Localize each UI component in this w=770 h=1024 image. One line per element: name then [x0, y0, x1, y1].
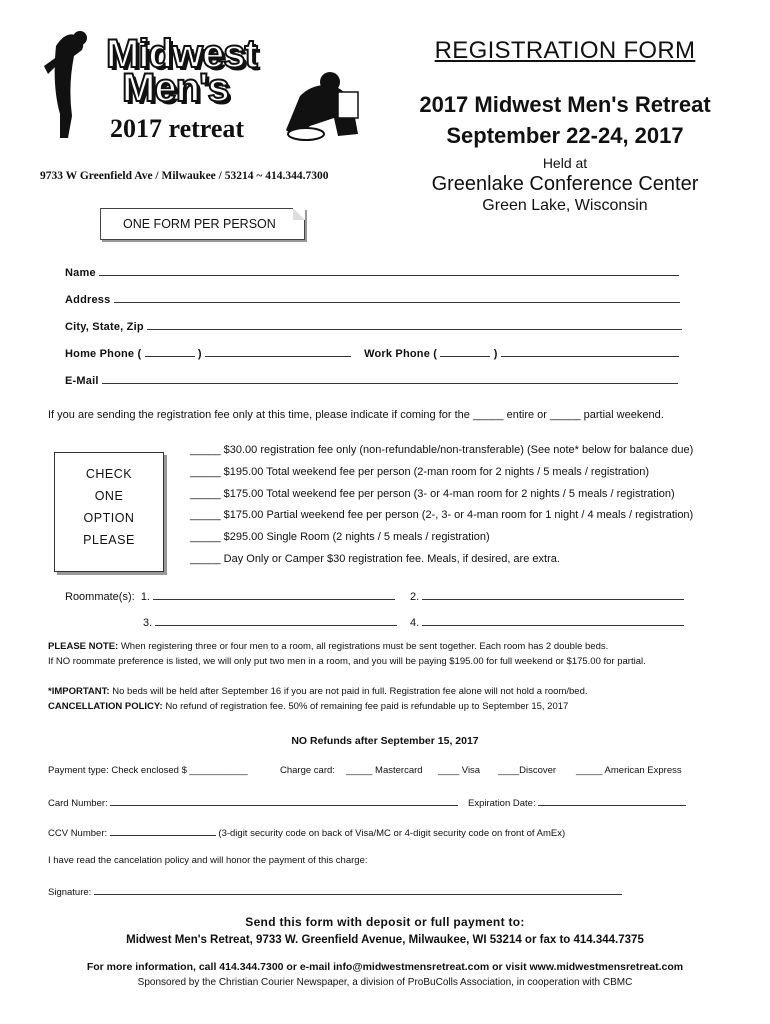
email-field[interactable] [65, 373, 678, 387]
address-label: Address [65, 294, 111, 306]
org-address: 9733 W Greenfield Ave / Milwaukee / 53214 ~ 414.344.7300 [40, 170, 329, 182]
roommates-row-1[interactable]: Roommate(s): 1. [65, 589, 395, 603]
cancellation-policy: CANCELLATION POLICY: No refund of registration fee. 50% of remaining fee paid is refundable up to September 15, 2017 [48, 701, 569, 712]
city-state-zip-label: City, State, Zip [65, 321, 144, 333]
option-175-partial[interactable]: _____ $175.00 Partial weekend fee per person (2-, 3- or 4-man room for 1 night / 4 meals / registration) [190, 509, 694, 521]
option-295-single[interactable]: _____ $295.00 Single Room (2 nights / 5 meals / registration) [190, 531, 490, 543]
option-195-weekend[interactable]: _____ $195.00 Total weekend fee per person (2-man room for 2 nights / 5 meals / registration) [190, 466, 650, 478]
held-at: Held at [542, 155, 588, 171]
important-note: *IMPORTANT: No beds will be held after September 16 if you are not paid in full. Registration fee alone will not hold a room/bed. [48, 686, 588, 697]
one-form-note [100, 208, 305, 240]
name-label: Name [65, 267, 96, 279]
footer-mail-line: Midwest Men's Retreat, 9733 W. Greenfield Avenue, Milwaukee, WI 53214 or fax to 414.344.7375 [126, 934, 644, 946]
roommate-3-field[interactable]: 3. [143, 615, 397, 629]
logo-word-mens: Men's [122, 66, 229, 110]
footer-sponsor-line: Sponsored by the Christian Courier Newspaper, a division of ProBuColls Association, in cooperation with CBMC [137, 977, 633, 988]
please-note-2: If NO roommate preference is listed, we will only put two men in a room, and you will be paying $195.00 for full weekend or $175.00 for partial. [48, 656, 646, 667]
home-phone-label: Home Phone ( [65, 348, 142, 360]
card-number-field[interactable]: Card Number: [48, 795, 458, 809]
no-refunds: NO Refunds after September 15, 2017 [291, 735, 479, 747]
retreat-logo [38, 26, 373, 146]
event-dates: September 22-24, 2017 [446, 123, 684, 148]
mastercard-option[interactable]: _____ Mastercard [346, 765, 423, 776]
footer-info-line: For more information, call 414.344.7300 or e-mail info@midwestmensretreat.com or visit www.midwestmensretreat.com [86, 961, 684, 973]
logo-year: 2017 retreat [110, 114, 245, 143]
expiration-field[interactable]: Expiration Date: [468, 795, 686, 809]
agree-statement: I have read the cancelation policy and will honor the payment of this charge: [48, 855, 368, 866]
charge-card-label: Charge card: [280, 765, 335, 776]
phone-fields[interactable]: Home Phone ( ) Work Phone ( ) [65, 346, 679, 360]
roommate-4-field[interactable]: 4. [410, 615, 684, 629]
name-field[interactable] [65, 265, 679, 279]
option-175-weekend[interactable]: _____ $175.00 Total weekend fee per person (3- or 4-man room for 2 nights / 5 meals / registration) [190, 488, 675, 500]
ccv-field[interactable]: CCV Number: (3-digit security code on back of Visa/MC or 4-digit security code on front of AmEx) [48, 825, 565, 839]
roommate-2-field[interactable]: 2. [410, 589, 684, 603]
logo-word-midwest: Midwest [106, 32, 257, 76]
footer-send-line: Send this form with deposit or full payment to: [245, 915, 525, 929]
option-day-only[interactable]: _____ Day Only or Camper $30 registration fee. Meals, if desired, are extra. [190, 553, 560, 565]
venue-name: Greenlake Conference Center [431, 173, 699, 195]
event-title: 2017 Midwest Men's Retreat [419, 92, 711, 117]
option-registration-fee[interactable]: _____ $30.00 registration fee only (non-refundable/non-transferable) (See note* below for balance due) [190, 444, 694, 456]
amex-option[interactable]: _____ American Express [576, 765, 682, 776]
address-field[interactable] [65, 292, 680, 306]
email-label: E-Mail [65, 375, 99, 387]
check-one-box: CHECK ONE OPTION PLEASE [54, 452, 164, 572]
city-state-zip-field[interactable] [65, 319, 682, 333]
work-phone-label: Work Phone ( [364, 348, 438, 360]
ccv-note: (3-digit security code on back of Visa/MC or 4-digit security code on front of AmEx) [218, 828, 566, 839]
signature-field[interactable]: Signature: [48, 884, 622, 898]
visa-option[interactable]: ____ Visa [438, 765, 481, 776]
venue-location: Green Lake, Wisconsin [482, 197, 648, 214]
fee-only-prompt[interactable]: If you are sending the registration fee only at this time, please indicate if coming for the _____ entire or _____ partial weekend. [48, 409, 664, 421]
form-title: REGISTRATION FORM [434, 37, 696, 64]
please-note: PLEASE NOTE: When registering three or four men to a room, all registrations must be sent together. Each room has 2 double beds. [48, 641, 609, 652]
payment-check-amount[interactable]: Payment type: Check enclosed $ ___________ [48, 765, 248, 776]
one-form-text: ONE FORM PER PERSON [123, 217, 276, 231]
discover-option[interactable]: ____Discover [498, 765, 557, 776]
roommates-label: Roommate(s): [65, 591, 135, 603]
folded-corner-icon [293, 208, 305, 220]
